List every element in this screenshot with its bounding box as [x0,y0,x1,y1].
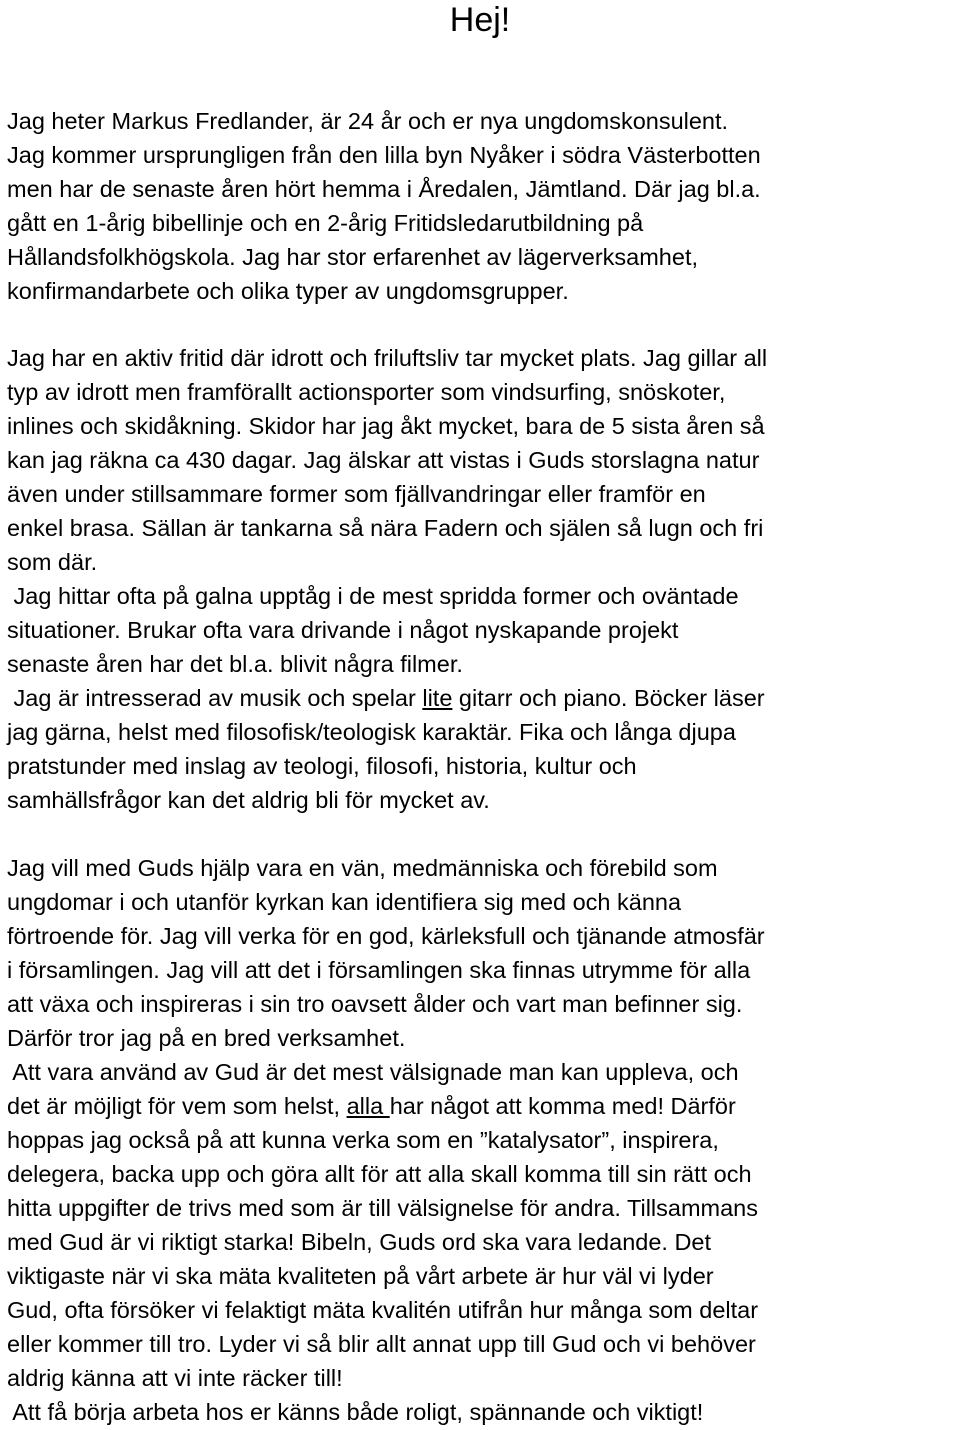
text-segment: gitarr och piano. Böcker läser [452,685,765,711]
text-line: förtroende för. Jag vill verka för en god, kärleksfull och tjänande atmosfär [7,923,765,949]
text-segment: Jag är intresserad av musik och spelar [7,685,423,711]
text-line: hoppas jag också på att kunna verka som en ”katalysator”, inspirera, [7,1127,719,1153]
text-line: även under stillsammare former som fjällvandringar eller framför en [7,481,706,507]
text-line: kan jag räkna ca 430 dagar. Jag älskar att vistas i Guds storslagna natur [7,447,760,473]
text-line [7,683,765,713]
text-line: Jag hittar ofta på galna upptåg i de mest spridda former och oväntade [7,583,739,609]
text-line: aldrig känna att vi inte räcker till! [7,1365,343,1391]
text-line: Att vara använd av Gud är det mest välsignade man kan uppleva, och [7,1059,739,1085]
underlined-word: lite [422,685,453,711]
text-line: Jag har en aktiv fritid där idrott och friluftsliv tar mycket plats. Jag gillar all [7,345,768,371]
text-line: viktigaste när vi ska mäta kvaliteten på vårt arbete är hur väl vi lyder [7,1263,714,1289]
text-line: Gud, ofta försöker vi felaktigt mäta kvalitén utifrån hur många som deltar [7,1297,759,1323]
text-line: i församlingen. Jag vill att det i församlingen ska finnas utrymme för alla [7,957,751,983]
text-line: ungdomar i och utanför kyrkan kan identifiera sig med och känna [7,889,682,915]
text-line: med Gud är vi riktigt starka! Bibeln, Guds ord ska vara ledande. Det [7,1229,712,1255]
text-segment: det är möjligt för vem som helst, [7,1093,347,1119]
page-title: Hej! [449,1,511,39]
text-line: gått en 1-årig bibellinje och en 2-årig Fritidsledarutbildning på [7,210,644,236]
text-line: enkel brasa. Sällan är tankarna så nära Fadern och själen så lugn och fri [7,515,764,541]
text-line: Därför tror jag på en bred verksamhet. [7,1025,406,1051]
text-line: som där. [7,549,98,575]
underlined-word: alla [346,1093,390,1119]
text-line: jag gärna, helst med filosofisk/teologisk karaktär. Fika och långa djupa [7,719,736,745]
text-line: hitta uppgifter de trivs med som är till välsignelse för andra. Tillsammans [7,1195,759,1221]
text-line: delegera, backa upp och göra allt för att alla skall komma till sin rätt och [7,1161,752,1187]
text-line: situationer. Brukar ofta vara drivande i något nyskapande projekt [7,617,679,643]
text-line [7,1091,736,1121]
text-line: samhällsfrågor kan det aldrig bli för mycket av. [7,787,490,813]
text-line: Hållandsfolkhögskola. Jag har stor erfarenhet av lägerverksamhet, [7,244,699,270]
text-line: att växa och inspireras i sin tro oavsett ålder och vart man befinner sig. [7,991,743,1017]
text-line: Jag kommer ursprungligen från den lilla byn Nyåker i södra Västerbotten [7,142,761,168]
text-line: Att få börja arbeta hos er känns både roligt, spännande och viktigt! [7,1399,704,1425]
text-line: men har de senaste åren hört hemma i Åredalen, Jämtland. Där jag bl.a. [7,176,761,202]
text-line: inlines och skidåkning. Skidor har jag åkt mycket, bara de 5 sista åren så [7,413,765,439]
text-line: Jag vill med Guds hjälp vara en vän, medmänniska och förebild som [7,855,718,881]
text-line: Jag heter Markus Fredlander, är 24 år och er nya ungdomskonsulent. [7,108,729,134]
text-line: typ av idrott men framförallt actionsporter som vindsurfing, snöskoter, [7,379,726,405]
text-line: konfirmandarbete och olika typer av ungdomsgrupper. [7,278,569,304]
text-line: senaste åren har det bl.a. blivit några filmer. [7,651,463,677]
text-line: pratstunder med inslag av teologi, filosofi, historia, kultur och [7,753,637,779]
text-line: eller kommer till tro. Lyder vi så blir allt annat upp till Gud och vi behöver [7,1331,756,1357]
text-segment: har något att komma med! Därför [389,1093,736,1119]
